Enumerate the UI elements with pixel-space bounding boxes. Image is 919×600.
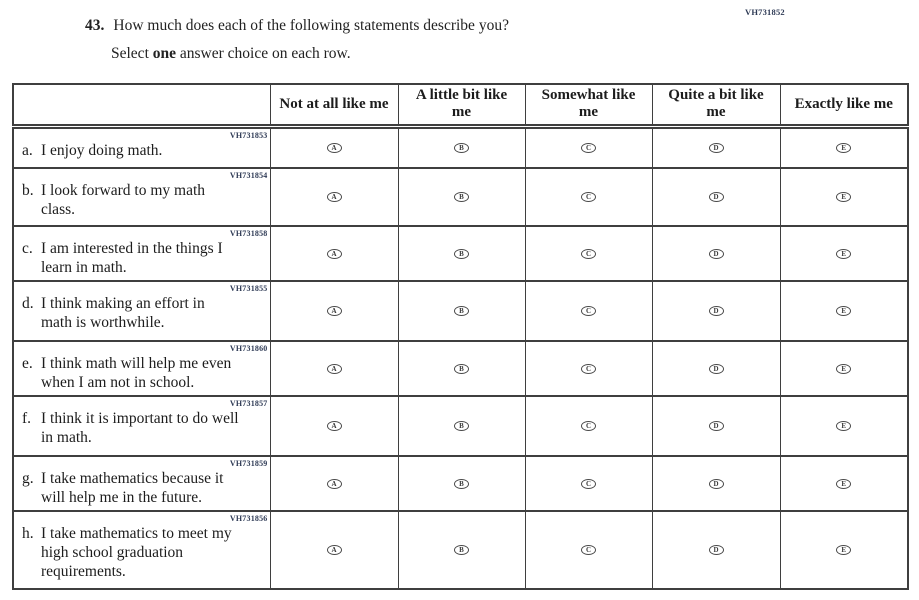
answer-bubble-d[interactable]: D xyxy=(709,249,724,259)
answer-bubble-d[interactable]: D xyxy=(709,479,724,489)
answer-bubble-c[interactable]: C xyxy=(581,192,596,202)
statement-cell xyxy=(13,226,270,281)
answer-cell xyxy=(780,511,908,589)
answer-bubble-e[interactable]: E xyxy=(836,143,851,153)
statement-row xyxy=(13,511,908,589)
answer-cell xyxy=(652,511,780,589)
answer-cell xyxy=(398,396,525,456)
answer-cell xyxy=(780,396,908,456)
question-instruction xyxy=(111,44,705,64)
statement-letter: a. xyxy=(22,141,33,159)
answer-bubble-d[interactable]: D xyxy=(709,143,724,153)
column-header-label: A little bit like me xyxy=(415,87,508,121)
answer-cell xyxy=(525,396,652,456)
answer-bubble-b[interactable]: B xyxy=(454,421,469,431)
statement-text: I take mathematics because it will help me in the future. xyxy=(41,470,224,506)
statement-accession-code: VH731860 xyxy=(229,344,268,353)
answer-bubble-c[interactable]: C xyxy=(581,143,596,153)
statement-cell xyxy=(13,168,270,226)
answer-cell xyxy=(780,456,908,511)
answer-cell xyxy=(398,456,525,511)
answer-cell xyxy=(270,226,398,281)
answer-bubble-d[interactable]: D xyxy=(709,421,724,431)
statement-row xyxy=(13,281,908,341)
answer-cell xyxy=(270,281,398,341)
answer-cell xyxy=(525,168,652,226)
answer-bubble-c[interactable]: C xyxy=(581,545,596,555)
answer-bubble-b[interactable]: B xyxy=(454,545,469,555)
answer-cell xyxy=(652,396,780,456)
answer-bubble-b[interactable]: B xyxy=(454,306,469,316)
answer-cell xyxy=(270,126,398,168)
answer-bubble-b[interactable]: B xyxy=(454,143,469,153)
answer-bubble-c[interactable]: C xyxy=(581,364,596,374)
statement-cell xyxy=(13,396,270,456)
instruction-suffix: answer choice on each row. xyxy=(176,45,351,62)
statement-text: I am interested in the things I learn in math. xyxy=(41,240,223,276)
statement-row xyxy=(13,341,908,396)
answer-bubble-b[interactable]: B xyxy=(454,192,469,202)
statement-letter: b. xyxy=(22,182,34,199)
answer-cell xyxy=(780,126,908,168)
statement-letter: f. xyxy=(22,410,32,427)
answer-bubble-e[interactable]: E xyxy=(836,479,851,489)
statement-cell xyxy=(13,511,270,589)
statement-column-header xyxy=(13,84,270,126)
answer-cell xyxy=(398,281,525,341)
column-header-exactly xyxy=(780,84,908,126)
answer-cell xyxy=(652,126,780,168)
question-number: 43. xyxy=(85,17,105,34)
answer-bubble-d[interactable]: D xyxy=(709,192,724,202)
answer-cell xyxy=(270,456,398,511)
answer-cell xyxy=(398,126,525,168)
answer-bubble-e[interactable]: E xyxy=(836,192,851,202)
statement-text: I think making an effort in math is worthwhile. xyxy=(41,295,205,331)
question-line xyxy=(85,16,705,36)
answer-bubble-d[interactable]: D xyxy=(709,306,724,316)
instruction-bold-word: one xyxy=(152,45,176,62)
instruction-prefix: Select xyxy=(111,45,153,62)
answer-cell xyxy=(780,226,908,281)
statement-cell xyxy=(13,456,270,511)
answer-cell xyxy=(780,281,908,341)
answer-bubble-c[interactable]: C xyxy=(581,249,596,259)
answer-bubble-c[interactable]: C xyxy=(581,479,596,489)
answer-cell xyxy=(652,168,780,226)
answer-bubble-a[interactable]: A xyxy=(327,545,342,555)
statement-accession-code: VH731853 xyxy=(229,130,268,140)
statement-accession-code: VH731858 xyxy=(229,229,268,238)
answer-bubble-e[interactable]: E xyxy=(836,364,851,374)
statement-row xyxy=(13,226,908,281)
answer-cell xyxy=(780,341,908,396)
answer-cell xyxy=(270,168,398,226)
statement-text: I think it is important to do well in math. xyxy=(41,410,239,446)
column-header-not-at-all xyxy=(270,84,398,126)
statement-accession-code: VH731855 xyxy=(229,284,268,293)
statement-accession-code: VH731854 xyxy=(229,171,268,180)
answer-bubble-a[interactable]: A xyxy=(327,143,342,153)
answer-bubble-a[interactable]: A xyxy=(327,421,342,431)
statement-cell xyxy=(13,341,270,396)
answer-cell xyxy=(525,126,652,168)
answer-bubble-b[interactable]: B xyxy=(454,249,469,259)
column-header-label: Exactly like me xyxy=(794,95,893,112)
answer-bubble-d[interactable]: D xyxy=(709,545,724,555)
statement-accession-code: VH731857 xyxy=(229,399,268,408)
statement-row xyxy=(13,396,908,456)
answer-bubble-e[interactable]: E xyxy=(836,421,851,431)
statement-text: I take mathematics to meet my high school graduation requirements. xyxy=(41,525,232,580)
statement-letter: c. xyxy=(22,240,33,257)
answer-cell xyxy=(525,341,652,396)
answer-cell xyxy=(398,168,525,226)
question-table xyxy=(12,83,909,590)
statement-cell xyxy=(13,126,270,168)
answer-cell xyxy=(652,456,780,511)
answer-cell xyxy=(652,281,780,341)
answer-bubble-a[interactable]: A xyxy=(327,249,342,259)
answer-bubble-d[interactable]: D xyxy=(709,364,724,374)
question-text: How much does each of the following statements describe you? xyxy=(113,17,509,34)
statement-accession-code: VH731856 xyxy=(229,514,268,523)
statement-letter: e. xyxy=(22,355,33,372)
statement-letter: h. xyxy=(22,525,34,542)
header-row xyxy=(13,84,908,126)
statement-text: I enjoy doing math. xyxy=(41,141,163,159)
answer-cell xyxy=(525,226,652,281)
answer-cell xyxy=(270,341,398,396)
column-header-label: Quite a bit like me xyxy=(668,87,764,121)
answer-bubble-b[interactable]: B xyxy=(454,479,469,489)
answer-bubble-a[interactable]: A xyxy=(327,306,342,316)
column-header-little-bit xyxy=(398,84,525,126)
answer-cell xyxy=(652,226,780,281)
answer-bubble-e[interactable]: E xyxy=(836,249,851,259)
statement-text: I look forward to my math class. xyxy=(41,182,206,218)
statement-letter: d. xyxy=(22,295,34,312)
statement-row xyxy=(13,168,908,226)
answer-bubble-c[interactable]: C xyxy=(581,421,596,431)
column-header-quite-a-bit xyxy=(652,84,780,126)
answer-cell xyxy=(270,396,398,456)
statement-row xyxy=(13,126,908,168)
answer-bubble-e[interactable]: E xyxy=(836,545,851,555)
question-block xyxy=(85,16,705,64)
column-header-label: Not at all like me xyxy=(279,95,389,112)
answer-bubble-e[interactable]: E xyxy=(836,306,851,316)
column-header-label: Somewhat like me xyxy=(541,87,636,121)
answer-bubble-a[interactable]: A xyxy=(327,192,342,202)
answer-cell xyxy=(398,226,525,281)
answer-cell xyxy=(398,341,525,396)
statement-row xyxy=(13,456,908,511)
answer-bubble-c[interactable]: C xyxy=(581,306,596,316)
answer-cell xyxy=(780,168,908,226)
statement-letter: g. xyxy=(22,470,34,487)
answer-cell xyxy=(398,511,525,589)
answer-cell xyxy=(525,511,652,589)
answer-cell xyxy=(525,281,652,341)
answer-bubble-a[interactable]: A xyxy=(327,364,342,374)
statement-cell xyxy=(13,281,270,341)
statement-accession-code: VH731859 xyxy=(229,459,268,468)
answer-cell xyxy=(652,341,780,396)
answer-bubble-b[interactable]: B xyxy=(454,364,469,374)
answer-cell xyxy=(270,511,398,589)
statement-text: I think math will help me even when I am not in school. xyxy=(41,355,232,391)
column-header-somewhat xyxy=(525,84,652,126)
answer-cell xyxy=(525,456,652,511)
answer-bubble-a[interactable]: A xyxy=(327,479,342,489)
page-accession-code: VH731852 xyxy=(745,7,785,17)
